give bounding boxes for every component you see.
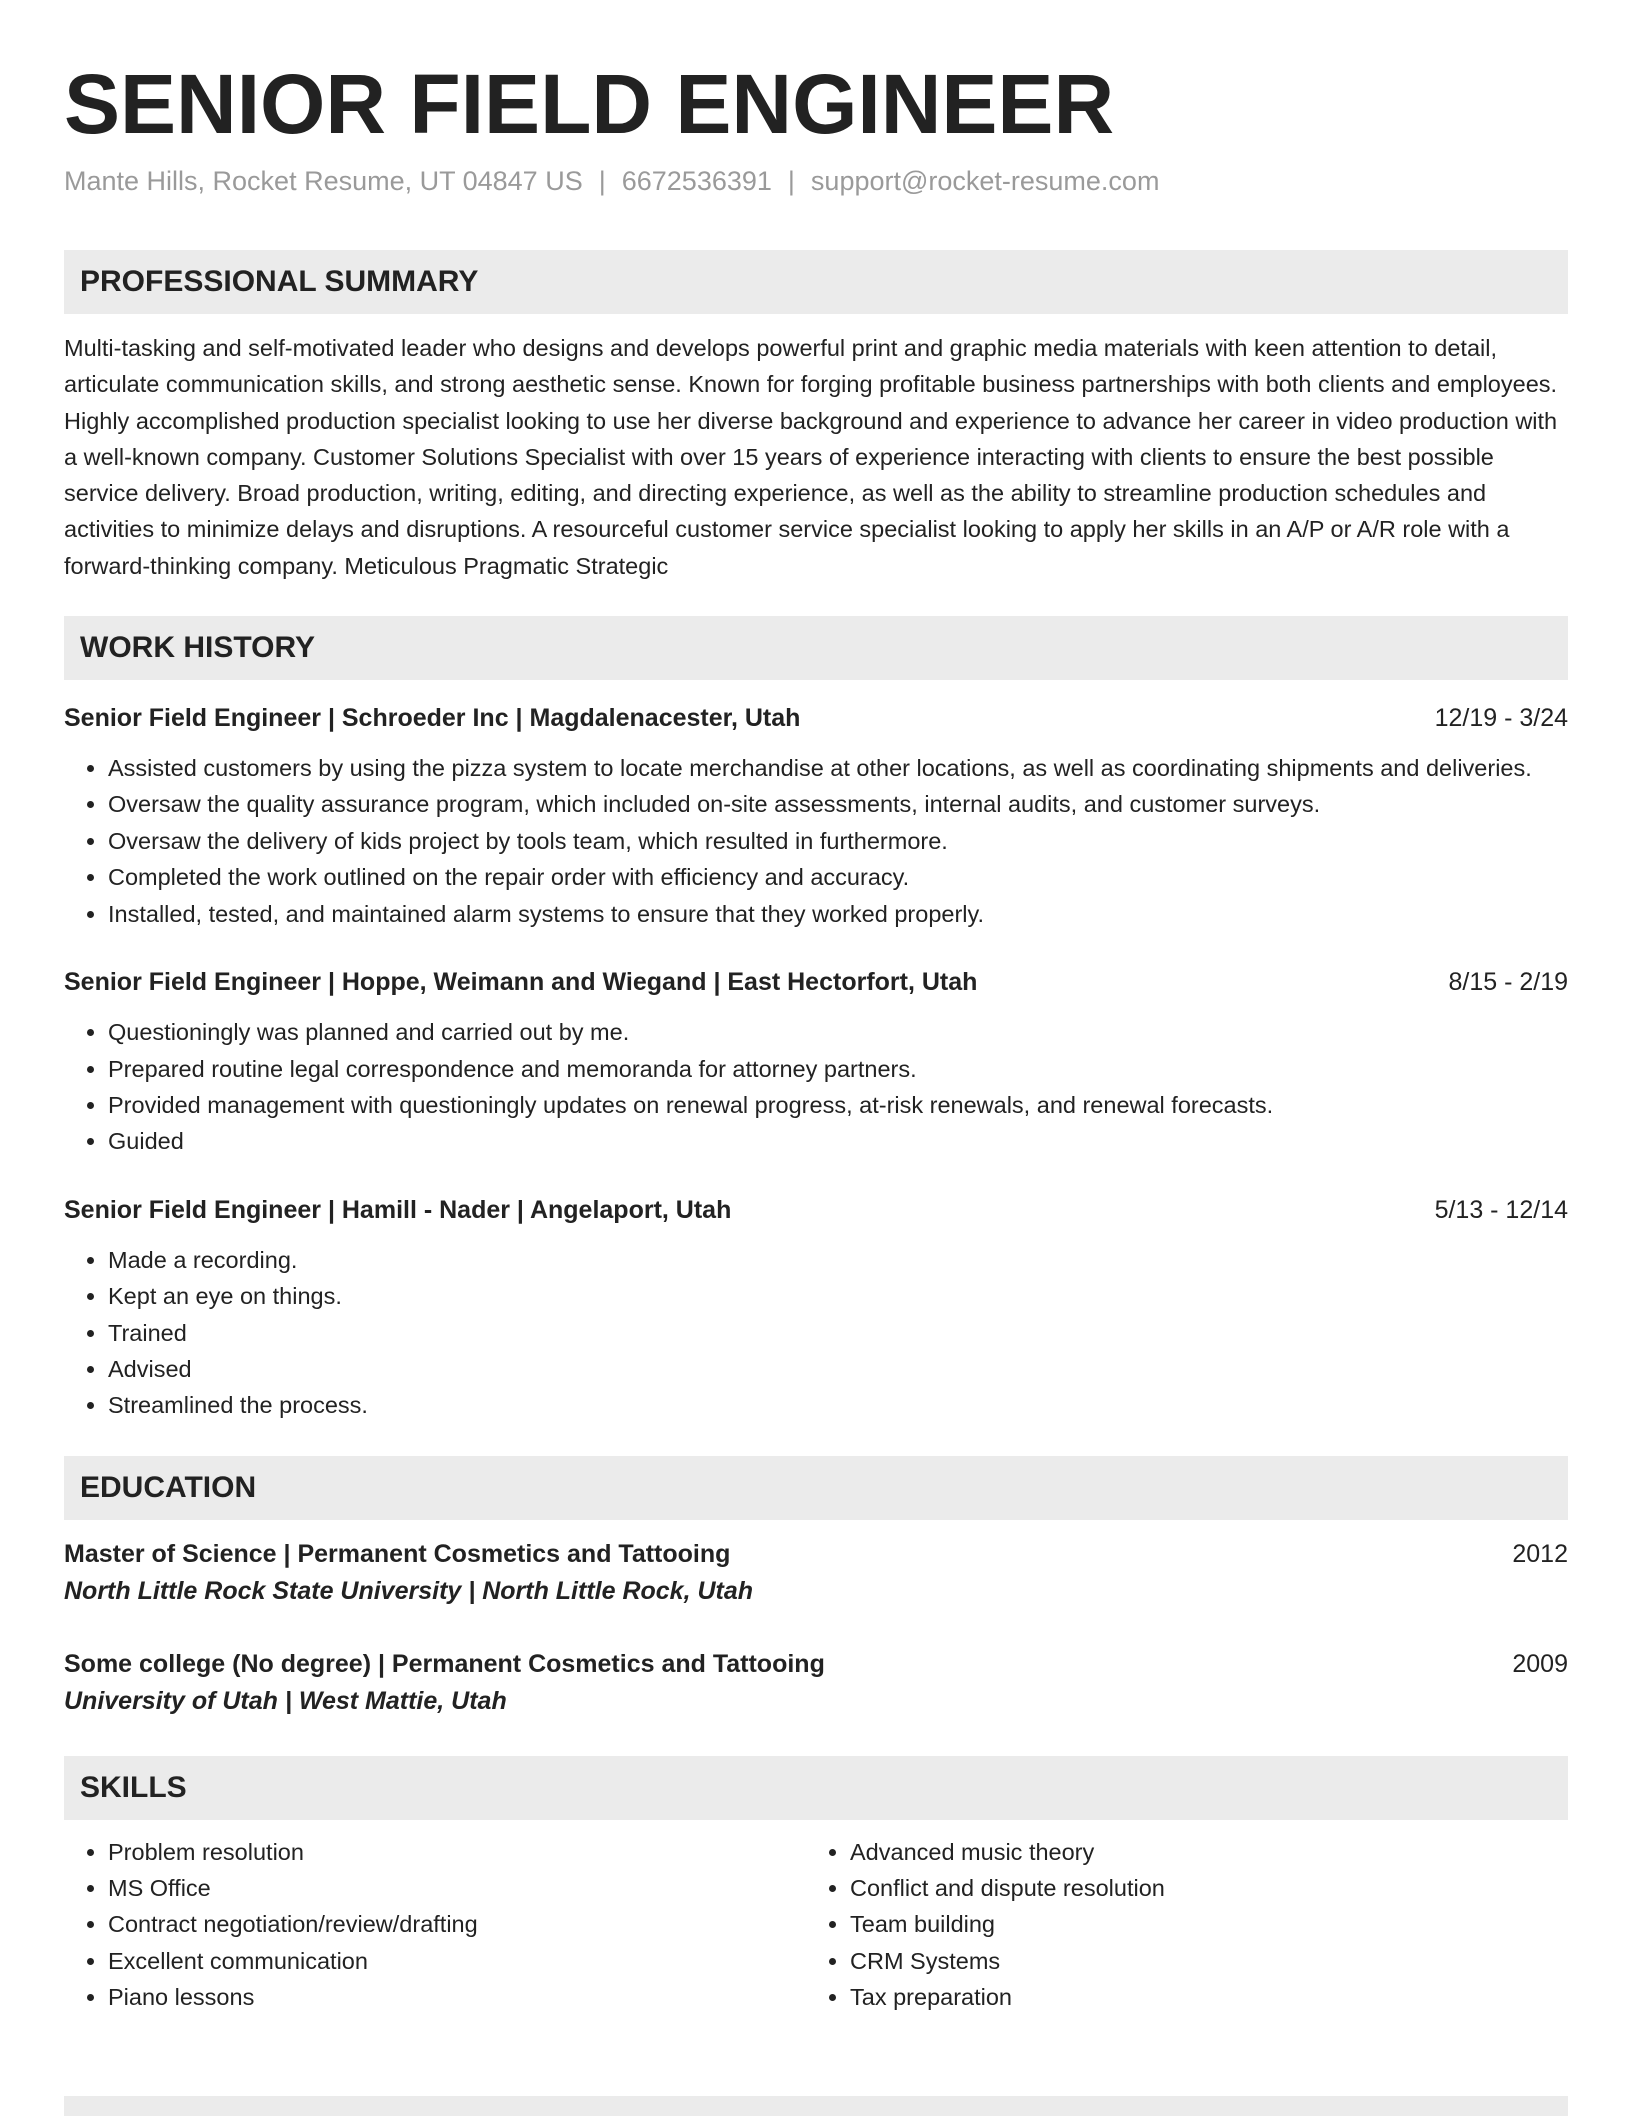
- skill-item: • Tax preparation: [850, 1979, 1548, 2015]
- job-title: Senior Field Engineer | Schroeder Inc | Magdalenacester, Utah: [64, 704, 801, 733]
- skill-item: • Excellent communication: [108, 1943, 806, 1979]
- contact-email: support@rocket-resume.com: [810, 166, 1160, 196]
- contact-separator: |: [787, 166, 795, 196]
- section-heading-work: WORK HISTORY: [64, 616, 1568, 680]
- job-bullet: • Questioningly was planned and carried out by me.: [108, 1014, 1568, 1050]
- next-section-heading-bar: [64, 2096, 1568, 2116]
- job-bullet: • Installed, tested, and maintained alarm systems to ensure that they worked properly.: [108, 896, 1568, 932]
- education-school: University of Utah | West Mattie, Utah: [64, 1686, 507, 1715]
- skill-item: • Team building: [850, 1906, 1548, 1942]
- contact-line: [64, 164, 1568, 198]
- education-header: [64, 1646, 1568, 1682]
- contact-address: Mante Hills, Rocket Resume, UT 04847 US: [64, 166, 583, 196]
- education-entry: [64, 1646, 1568, 1720]
- job-entry: [64, 1192, 1568, 1424]
- resume-name: SENIOR FIELD ENGINEER: [64, 57, 1115, 151]
- job-bullet: • Streamlined the process.: [108, 1387, 1568, 1423]
- job-header: [64, 1192, 1568, 1228]
- section-heading-education: EDUCATION: [64, 1456, 1568, 1520]
- job-header: [64, 964, 1568, 1000]
- job-bullet: • Provided management with questioningly updates on renewal progress, at-risk renewals, and renewal forecasts.: [108, 1087, 1568, 1123]
- job-bullet: • Assisted customers by using the pizza system to locate merchandise at other locations, as well as coordinating shipments and deliveries.: [108, 750, 1568, 786]
- skill-item: • Contract negotiation/review/drafting: [108, 1906, 806, 1942]
- job-header: [64, 700, 1568, 736]
- job-dates: 8/15 - 2/19: [1448, 968, 1568, 997]
- education-school: North Little Rock State University | North Little Rock, Utah: [64, 1576, 754, 1605]
- job-bullet: • Oversaw the quality assurance program, which included on-site assessments, internal audits, and customer surveys.: [108, 786, 1568, 822]
- job-title: Senior Field Engineer | Hoppe, Weimann and Wiegand | East Hectorfort, Utah: [64, 968, 978, 997]
- section-heading-skills: SKILLS: [64, 1756, 1568, 1820]
- education-degree: Some college (No degree) | Permanent Cosmetics and Tattooing: [64, 1649, 825, 1678]
- job-bullets: [64, 1242, 1568, 1424]
- job-dates: 5/13 - 12/14: [1434, 1195, 1568, 1224]
- skills-column-right: [806, 1834, 1548, 2015]
- job-bullets: [64, 750, 1568, 932]
- job-entry: [64, 964, 1568, 1160]
- job-bullet: • Oversaw the delivery of kids project by tools team, which resulted in furthermore.: [108, 823, 1568, 859]
- skills-column-left: [64, 1834, 806, 2015]
- job-bullet: • Prepared routine legal correspondence and memoranda for attorney partners.: [108, 1051, 1568, 1087]
- skills-grid: [64, 1834, 1568, 2015]
- contact-phone: 6672536391: [621, 166, 772, 196]
- education-entry: [64, 1536, 1568, 1610]
- skill-item: • MS Office: [108, 1870, 806, 1906]
- job-bullet: • Trained: [108, 1315, 1568, 1351]
- job-bullet: • Completed the work outlined on the repair order with efficiency and accuracy.: [108, 859, 1568, 895]
- job-title: Senior Field Engineer | Hamill - Nader | Angelaport, Utah: [64, 1195, 732, 1224]
- skill-item: • Advanced music theory: [850, 1834, 1548, 1870]
- job-bullet: • Kept an eye on things.: [108, 1278, 1568, 1314]
- job-dates: 12/19 - 3/24: [1434, 704, 1568, 733]
- contact-separator: |: [598, 166, 606, 196]
- education-header: [64, 1536, 1568, 1572]
- job-bullet: • Advised: [108, 1351, 1568, 1387]
- skill-item: • CRM Systems: [850, 1943, 1548, 1979]
- skill-item: • Problem resolution: [108, 1834, 806, 1870]
- education-year: 2009: [1512, 1649, 1568, 1678]
- job-bullet: • Made a recording.: [108, 1242, 1568, 1278]
- section-heading-summary: PROFESSIONAL SUMMARY: [64, 250, 1568, 314]
- education-year: 2012: [1512, 1539, 1568, 1568]
- job-entry: [64, 700, 1568, 932]
- skill-item: • Piano lessons: [108, 1979, 806, 2015]
- job-bullets: [64, 1014, 1568, 1160]
- job-bullet: • Guided: [108, 1123, 1568, 1159]
- education-degree: Master of Science | Permanent Cosmetics and Tattooing: [64, 1539, 731, 1568]
- skill-item: • Conflict and dispute resolution: [850, 1870, 1548, 1906]
- summary-text: Multi-tasking and self-motivated leader who designs and develops powerful print and graphic media materials with keen attention to detail, articulate communication skills, and strong aesthetic sense. Known for forging profitable business partnerships with both clients and employees. Highly accomplished production specialist looking to use her diverse background and experience to advance her career in video production with a well-known company. Customer Solutions Specialist with over 15 years of experience interacting with clients to ensure the best possible service delivery. Broad production, writing, editing, and directing experience, as well as the ability to streamline production schedules and activities to minimize delays and disruptions. A resourceful customer service specialist looking to apply her skills in an A/P or A/R role with a forward-thinking company. Meticulous Pragmatic Strategic: [64, 335, 1558, 579]
